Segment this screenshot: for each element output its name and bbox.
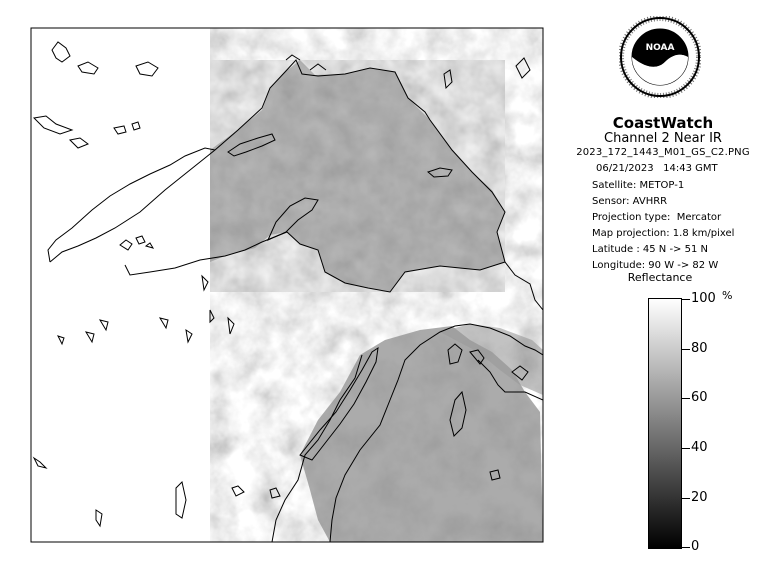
colorbar-tick [682, 498, 690, 499]
colorbar-tick-label: 20 [691, 490, 708, 505]
legend-unit: % [722, 289, 733, 302]
colorbar-tick [682, 448, 690, 449]
satellite-label: Satellite: METOP-1 [592, 180, 685, 191]
channel-label: Channel 2 Near IR [604, 131, 722, 146]
colorbar-tick [682, 349, 690, 350]
colorbar-tick-label: 60 [691, 390, 708, 405]
colorbar-tick [682, 398, 690, 399]
colorbar [648, 298, 682, 549]
sensor-label: Sensor: AVHRR [592, 196, 668, 207]
longitude-label: Longitude: 90 W -> 82 W [592, 260, 719, 271]
colorbar-tick-label: 40 [691, 440, 708, 455]
map-projection-label: Map projection: 1.8 km/pixel [592, 228, 735, 239]
colorbar-tick [682, 547, 690, 548]
product-title: CoastWatch [612, 114, 714, 132]
latitude-label: Latitude : 45 N -> 51 N [592, 244, 708, 255]
noaa-logo-icon [619, 16, 701, 98]
svg-text:NOAA: NOAA [645, 43, 675, 53]
legend-title: Reflectance [627, 271, 693, 284]
colorbar-tick-label: 100 [691, 291, 716, 306]
colorbar-tick [682, 299, 690, 300]
projection-type-label: Projection type: Mercator [592, 212, 722, 223]
filename-label: 2023_172_1443_M01_GS_C2.PNG [576, 147, 750, 158]
colorbar-tick-label: 0 [691, 539, 700, 554]
datetime-label: 06/21/2023 14:43 GMT [596, 163, 718, 174]
colorbar-tick-label: 80 [691, 341, 708, 356]
